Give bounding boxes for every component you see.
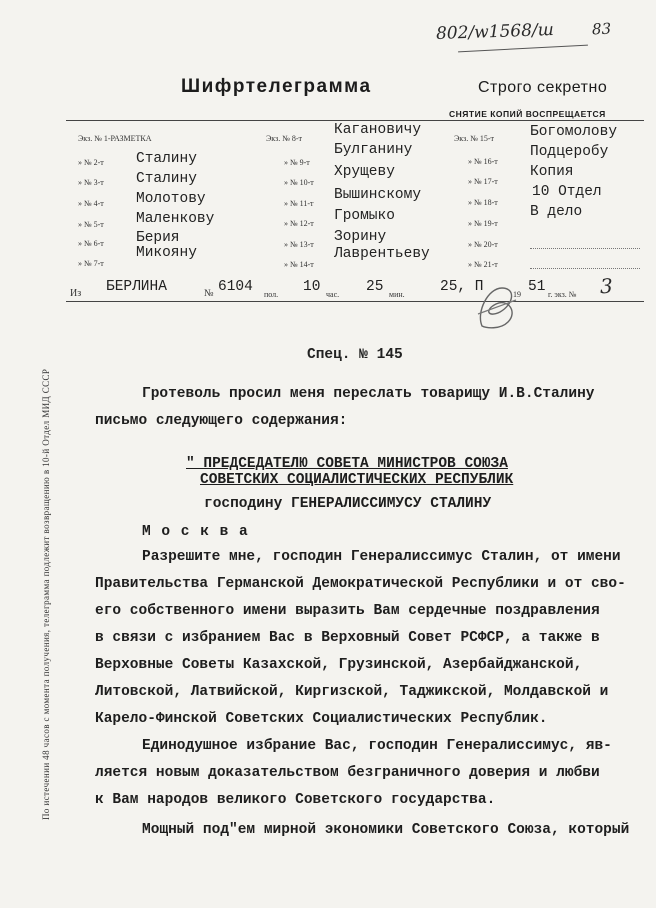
- blank-line: [530, 268, 640, 269]
- top-rule: [66, 120, 644, 121]
- dist-name: Зорину: [334, 229, 387, 245]
- dist-label: » № 10-т: [284, 178, 314, 187]
- dist-label: » № 4-т: [78, 199, 104, 208]
- dist-label: Экз. № 8-т: [266, 134, 303, 143]
- form-title: Шифртелеграмма: [181, 76, 372, 97]
- address-line-2: СОВЕТСКИХ СОЦИАЛИСТИЧЕСКИХ РЕСПУБЛИК: [200, 472, 514, 488]
- p3-line-1: Мощный под"ем мирной экономики Советского Союза, который: [142, 822, 630, 838]
- dist-label: » № 3-т: [78, 178, 104, 187]
- dist-label: » № 14-т: [284, 260, 314, 269]
- dist-name: Маленкову: [136, 211, 215, 227]
- dist-name: Подцеробу: [530, 144, 609, 160]
- page-number: 83: [591, 19, 612, 39]
- copy-notice: СНЯТИЕ КОПИЙ ВОСПРЕЩАЕТСЯ: [449, 109, 606, 119]
- dist-name: Берия: [136, 230, 180, 246]
- header-rule: [66, 301, 644, 302]
- dist-name: В дело: [530, 204, 583, 220]
- p1-line-6: Литовской, Латвийской, Киргизской, Таджикской, Молдавской и: [95, 684, 609, 700]
- dist-name: Копия: [530, 164, 574, 180]
- year-value: 51: [528, 279, 546, 295]
- dist-label: » № 18-т: [468, 198, 498, 207]
- dist-name: Громыко: [334, 208, 395, 224]
- dist-label: » № 9-т: [284, 158, 310, 167]
- side-notice: По истечении 48 часов с момента получения, телеграмма подлежит возвращению в 10-й Отдел МИД СССР: [41, 368, 51, 820]
- dist-name: Кагановичу: [334, 122, 422, 138]
- address-line-1: " ПРЕДСЕДАТЕЛЮ СОВЕТА МИНИСТРОВ СОЮЗА: [186, 456, 508, 472]
- number-value: 6104: [218, 279, 253, 295]
- dist-label: Экз. № 15-т: [454, 134, 495, 143]
- dist-name: Богомолову: [530, 124, 618, 140]
- hours-value: 10: [303, 279, 321, 295]
- p2-line-3: к Вам народов великого Советского государства.: [95, 792, 496, 808]
- hours-label: час.: [326, 290, 340, 299]
- p2-line-1: Единодушное избрание Вас, господин Генералиссимус, яв-: [142, 738, 612, 754]
- dist-name: Булганину: [334, 142, 413, 158]
- copy-number-handwritten: 3: [599, 273, 614, 299]
- dist-name: Вышинскому: [334, 187, 422, 203]
- copy-label: г. экз. №: [548, 290, 577, 299]
- spec-number: Спец. № 145: [307, 347, 403, 363]
- dist-label: » № 6-т: [78, 239, 104, 248]
- address-line-3: господину ГЕНЕРАЛИССИМУСУ СТАЛИНУ: [204, 496, 492, 512]
- dist-label: » № 20-т: [468, 240, 498, 249]
- dist-label: » № 13-т: [284, 240, 314, 249]
- dist-name: Хрущеву: [334, 164, 395, 180]
- received-label: пол.: [264, 290, 279, 299]
- dist-label: » № 17-т: [468, 177, 498, 186]
- dist-name: Микояну: [136, 245, 197, 261]
- dist-name: Лаврентьеву: [334, 246, 430, 262]
- blank-line: [530, 248, 640, 249]
- dist-label: » № 19-т: [468, 219, 498, 228]
- p1-line-7: Карело-Финской Советских Социалистических Республик.: [95, 711, 548, 727]
- dist-label: » № 16-т: [468, 157, 498, 166]
- secrecy-label: Строго секретно: [478, 79, 608, 96]
- dist-label: » № 7-т: [78, 259, 104, 268]
- p1-line-5: Верховные Советы Казахской, Грузинской, Азербайджанской,: [95, 657, 583, 673]
- dist-name: 10 Отдел: [532, 184, 602, 200]
- p2-line-2: ляется новым доказательством безграничного доверия и любви: [95, 765, 600, 781]
- dist-label: Экз. № 1-РАЗМЕТКА: [78, 134, 152, 143]
- city: М о с к в а: [142, 524, 249, 540]
- year-prefix: 19: [513, 290, 521, 299]
- initials-scribble: [474, 282, 520, 332]
- dist-label: » № 21-т: [468, 260, 498, 269]
- intro-line-1: Гротеволь просил меня переслать товарищу И.В.Сталину: [142, 386, 595, 402]
- intro-line-2: письмо следующего содержания:: [95, 413, 348, 429]
- date-value: 25, П: [440, 279, 484, 295]
- from-value: БЕРЛИНА: [106, 279, 167, 295]
- minutes-label: мин.: [389, 290, 405, 299]
- p1-line-4: в связи с избранием Вас в Верховный Совет РСФСР, а также в: [95, 630, 600, 646]
- number-label: №: [204, 288, 214, 299]
- dist-name: Сталину: [136, 171, 197, 187]
- dist-name: Молотову: [136, 191, 206, 207]
- dist-label: » № 5-т: [78, 220, 104, 229]
- archive-reference: 802/w1568/ш: [435, 19, 555, 45]
- dist-label: » № 11-т: [284, 199, 314, 208]
- from-label: Из: [70, 288, 82, 299]
- dist-label: » № 2-т: [78, 158, 104, 167]
- p1-line-3: его собственного имени выразить Вам сердечные поздравления: [95, 603, 600, 619]
- dist-name: Сталину: [136, 151, 197, 167]
- archive-underline: [458, 45, 588, 53]
- p1-line-2: Правительства Германской Демократической Республики и от сво-: [95, 576, 626, 592]
- p1-line-1: Разрешите мне, господин Генералиссимус Сталин, от имени: [142, 549, 621, 565]
- minutes-value: 25: [366, 279, 384, 295]
- dist-label: » № 12-т: [284, 219, 314, 228]
